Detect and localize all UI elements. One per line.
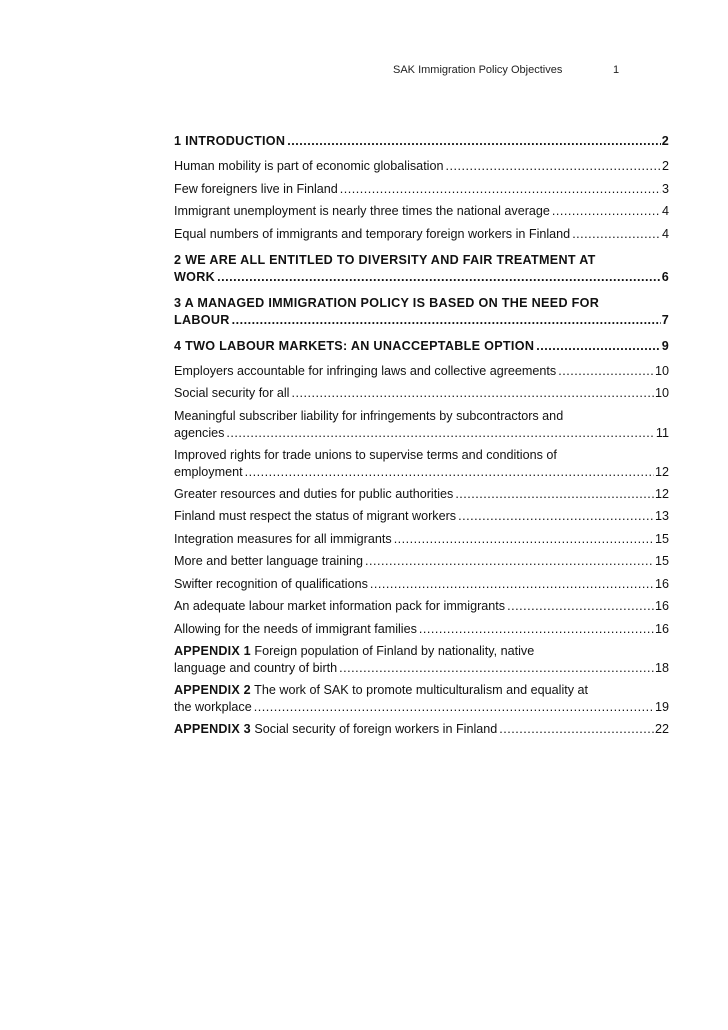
- toc-page-number: 7: [661, 312, 669, 327]
- toc-page-number: 2: [661, 134, 669, 148]
- toc-entry-title-line: [174, 252, 669, 269]
- appendix-label: APPENDIX 3: [174, 722, 251, 736]
- toc-entry[interactable]: [174, 252, 669, 286]
- dot-leader: [226, 425, 655, 442]
- dot-leader: [254, 699, 654, 716]
- toc-page-number: 9: [661, 338, 669, 353]
- toc-entry-title: Integration measures for all immigrants: [174, 531, 392, 546]
- dot-leader: [217, 269, 661, 286]
- toc-page-number: 15: [654, 554, 669, 568]
- toc-entry[interactable]: [174, 181, 669, 198]
- toc-entry-title: Foreign population of Finland by nationality, native: [250, 644, 535, 658]
- toc-page-number: 12: [654, 486, 669, 501]
- toc-entry-last-line: [174, 425, 669, 442]
- toc-entry-line: [174, 531, 669, 548]
- toc-entry[interactable]: [174, 338, 669, 355]
- toc-page-number: 16: [654, 576, 669, 591]
- dot-leader: [446, 158, 661, 175]
- dot-leader: [558, 363, 654, 380]
- dot-leader: [370, 576, 654, 593]
- toc-entry-title: Allowing for the needs of immigrant families: [174, 621, 417, 636]
- toc-entry-title: Improved rights for trade unions to supervise terms and conditions of: [174, 447, 557, 462]
- toc-entry[interactable]: [174, 643, 669, 677]
- toc-entry-line: [174, 553, 669, 570]
- appendix-label: APPENDIX 2: [174, 683, 251, 697]
- toc-entry[interactable]: [174, 576, 669, 593]
- toc-entry-line: [174, 598, 669, 615]
- toc-entry-line: [174, 621, 669, 638]
- toc-entry-line: [174, 363, 669, 380]
- toc-entry[interactable]: [174, 598, 669, 615]
- toc-entry-title: Swifter recognition of qualifications: [174, 576, 368, 591]
- toc-entry-title: Human mobility is part of economic globalisation: [174, 159, 444, 173]
- dot-leader: [365, 553, 654, 570]
- toc-entry-line: [174, 576, 669, 593]
- toc-entry[interactable]: [174, 447, 669, 481]
- toc-page-number: 15: [654, 531, 669, 546]
- dot-leader: [232, 312, 661, 329]
- header-title: SAK Immigration Policy Objectives: [393, 64, 563, 76]
- toc-entry[interactable]: [174, 682, 669, 716]
- toc-entry-title-line: [174, 643, 669, 660]
- toc-page-number: 4: [661, 204, 669, 218]
- toc-entry[interactable]: [174, 295, 669, 329]
- toc-entry[interactable]: [174, 486, 669, 503]
- toc-entry[interactable]: [174, 158, 669, 175]
- toc-entry-title-line: [174, 447, 669, 464]
- dot-leader: [499, 721, 654, 738]
- toc-page-number: 16: [654, 599, 669, 613]
- toc-entry-title: The work of SAK to promote multiculturalism and equality at: [250, 683, 589, 697]
- header-page-number: 1: [613, 64, 620, 76]
- toc-entry-title: Equal numbers of immigrants and temporary foreign workers in Finland: [174, 226, 571, 241]
- toc-entry-line: [174, 133, 669, 150]
- toc-entry-line: [174, 226, 669, 243]
- dot-leader: [419, 621, 654, 638]
- toc-entry-title-continued: WORK: [174, 269, 216, 284]
- table-of-contents: [174, 133, 669, 743]
- toc-entry-title: 2 WE ARE ALL ENTITLED TO DIVERSITY AND FAIR TREATMENT AT: [174, 252, 596, 267]
- toc-entry[interactable]: [174, 385, 669, 402]
- toc-page-number: 19: [654, 700, 669, 714]
- toc-entry-line: [174, 385, 669, 402]
- toc-entry-last-line: [174, 312, 669, 329]
- dot-leader: [507, 598, 654, 615]
- dot-leader: [291, 385, 654, 402]
- dot-leader: [287, 133, 660, 150]
- toc-entry[interactable]: [174, 531, 669, 548]
- toc-entry[interactable]: [174, 721, 669, 738]
- toc-entry-line: [174, 508, 669, 525]
- toc-page-number: 10: [654, 363, 669, 378]
- toc-entry-title: Social security for all: [174, 386, 290, 400]
- toc-page-number: 6: [661, 269, 669, 284]
- toc-entry-line: [174, 486, 669, 503]
- toc-entry-title: Immigrant unemployment is nearly three times the national average: [174, 204, 550, 218]
- toc-entry-title: Few foreigners live in Finland: [174, 181, 338, 196]
- toc-entry[interactable]: [174, 553, 669, 570]
- toc-page-number: 13: [654, 509, 669, 523]
- toc-entry-title-continued: language and country of birth: [174, 661, 338, 675]
- toc-entry-title: Finland must respect the status of migrant workers: [174, 509, 457, 523]
- toc-entry-line: [174, 158, 669, 175]
- running-header: [393, 64, 620, 76]
- toc-entry-line: [174, 721, 669, 738]
- toc-entry-title: Employers accountable for infringing laws and collective agreements: [174, 363, 557, 378]
- toc-entry[interactable]: [174, 408, 669, 442]
- dot-leader: [339, 660, 654, 677]
- toc-entry-title: More and better language training: [174, 554, 364, 568]
- toc-page-number: 18: [654, 661, 669, 675]
- toc-entry-title: [174, 721, 497, 738]
- toc-entry-title-line: [174, 408, 669, 425]
- dot-leader: [572, 226, 661, 243]
- toc-page-number: 11: [655, 425, 669, 440]
- toc-entry-last-line: [174, 699, 669, 716]
- toc-page-number: 22: [654, 722, 669, 736]
- toc-entry-title: Meaningful subscriber liability for infringements by subcontractors and: [174, 408, 564, 423]
- toc-entry-line: [174, 181, 669, 198]
- toc-entry[interactable]: [174, 363, 669, 380]
- toc-entry-title: Greater resources and duties for public authorities: [174, 486, 454, 501]
- toc-entry[interactable]: [174, 621, 669, 638]
- toc-entry[interactable]: [174, 508, 669, 525]
- toc-entry-title-continued: agencies: [174, 425, 225, 440]
- dot-leader: [458, 508, 654, 525]
- toc-page-number: 16: [654, 621, 669, 636]
- toc-page-number: 2: [661, 159, 669, 173]
- toc-entry[interactable]: [174, 203, 669, 220]
- toc-entry[interactable]: [174, 226, 669, 243]
- dot-leader: [340, 181, 661, 198]
- toc-entry-title-continued: employment: [174, 464, 243, 479]
- toc-entry-last-line: [174, 269, 669, 286]
- toc-entry-title: 3 A MANAGED IMMIGRATION POLICY IS BASED ON THE NEED FOR: [174, 295, 600, 310]
- dot-leader: [536, 338, 660, 355]
- toc-page-number: 10: [654, 386, 669, 400]
- dot-leader: [394, 531, 654, 548]
- toc-entry[interactable]: [174, 133, 669, 150]
- toc-page-number: 3: [661, 181, 669, 196]
- toc-entry-line: [174, 203, 669, 220]
- appendix-label: APPENDIX 1: [174, 644, 251, 658]
- toc-entry-title-line: [174, 682, 669, 699]
- toc-entry-title-continued: LABOUR: [174, 312, 230, 327]
- dot-leader: [455, 486, 654, 503]
- toc-entry-title: An adequate labour market information pack for immigrants: [174, 599, 506, 613]
- toc-entry-title: 4 TWO LABOUR MARKETS: AN UNACCEPTABLE OPTION: [174, 338, 535, 353]
- toc-entry-title-continued: the workplace: [174, 700, 252, 714]
- toc-page-number: 12: [654, 464, 669, 479]
- toc-entry-line: [174, 338, 669, 355]
- dot-leader: [245, 464, 654, 481]
- dot-leader: [552, 203, 661, 220]
- toc-entry-title: 1 INTRODUCTION: [174, 134, 286, 148]
- toc-page-number: 4: [661, 226, 669, 241]
- toc-entry-text: Social security of foreign workers in Finland: [250, 722, 498, 736]
- toc-entry-last-line: [174, 464, 669, 481]
- toc-entry-last-line: [174, 660, 669, 677]
- toc-entry-title-line: [174, 295, 669, 312]
